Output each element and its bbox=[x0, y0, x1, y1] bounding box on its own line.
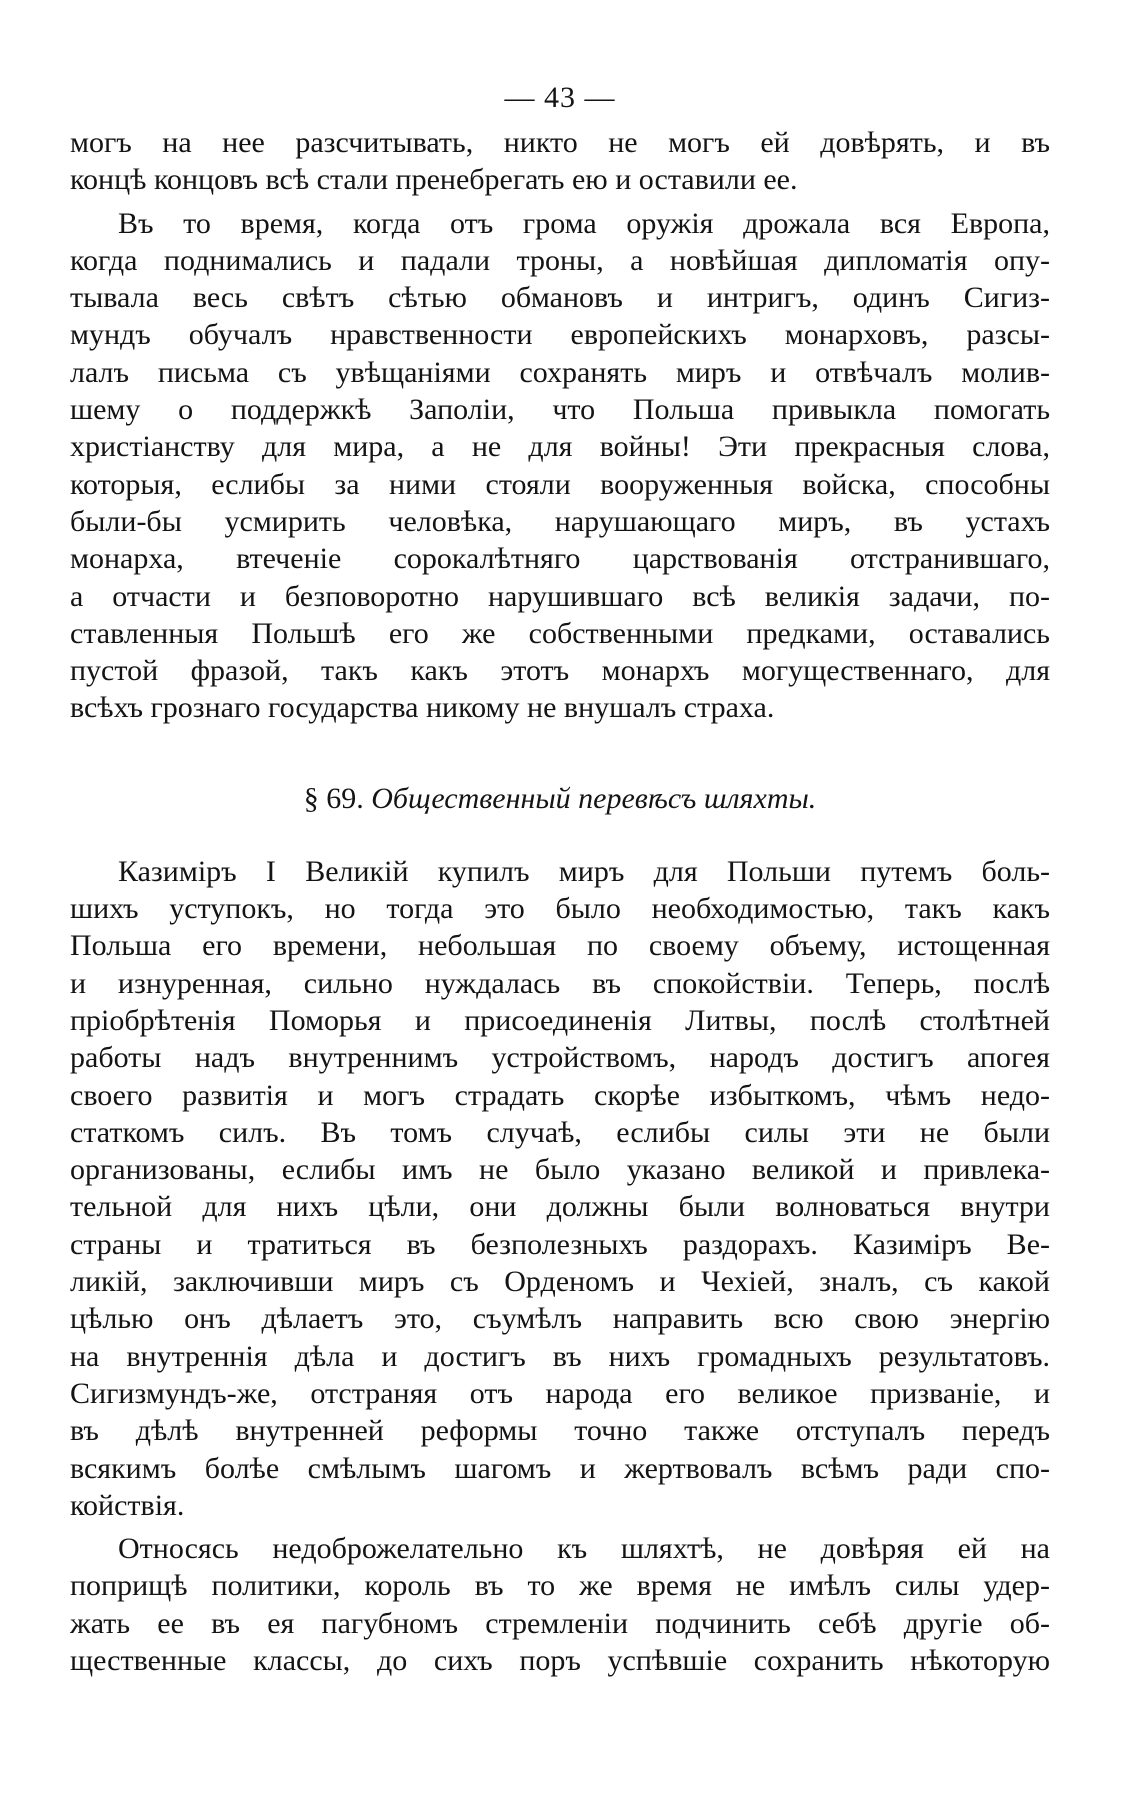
text-line: всякимъ болѣе смѣлымъ шагомъ и жертвовалъ всѣмъ ради спо- bbox=[70, 1451, 1050, 1485]
text-line: могъ на нее разсчитывать, никто не могъ ей довѣрять, и въ bbox=[70, 126, 1050, 159]
text-line: своего развитія и могъ страдать скорѣе избыткомъ, чѣмъ недо- bbox=[70, 1078, 1050, 1112]
book-page bbox=[70, 78, 1050, 1679]
text-line: койствія. bbox=[70, 1488, 185, 1522]
text-line: Относясь недоброжелательно къ шляхтѣ, не довѣряя ей на bbox=[118, 1532, 1050, 1566]
text-line: пріобрѣтенія Поморья и присоединенія Литвы, послѣ столѣтней bbox=[70, 1003, 1050, 1037]
text-line: тельной для нихъ цѣли, они должны были волноваться внутри bbox=[70, 1190, 1050, 1224]
text-line: ликій, заключивши миръ съ Орденомъ и Чехіей, зналъ, съ какой bbox=[70, 1265, 1050, 1299]
text-line: пустой фразой, такъ какъ этотъ монархъ могущественнаго, для bbox=[70, 654, 1050, 688]
text-line: когда поднимались и падали троны, а новѣйшая дипломатія опу- bbox=[70, 243, 1050, 277]
section-heading bbox=[70, 779, 1050, 819]
text-line: ставленныя Польшѣ его же собственными предками, оставались bbox=[70, 616, 1050, 650]
text-line: щественные классы, до сихъ поръ успѣвшіе сохранить нѣкоторую bbox=[70, 1643, 1050, 1677]
section-title: Общественный перевѣсъ шляхты. bbox=[371, 781, 817, 815]
text-line: въ дѣлѣ внутренней реформы точно также отступалъ передъ bbox=[70, 1414, 1050, 1448]
text-line: мундъ обучалъ нравственности европейскихъ монарховъ, разсы- bbox=[70, 318, 1050, 352]
text-line: организованы, еслибы имъ не было указано великой и привлека- bbox=[70, 1153, 1050, 1187]
text-line: цѣлью онъ дѣлаетъ это, съумѣлъ направить всю свою энергію bbox=[70, 1302, 1050, 1336]
paragraph bbox=[70, 205, 1050, 727]
paragraph bbox=[70, 1530, 1050, 1679]
text-line: христіанству для мира, а не для войны! Эти прекрасныя слова, bbox=[70, 430, 1050, 464]
text-block-top bbox=[70, 124, 1050, 727]
section-number: § 69. bbox=[303, 781, 364, 815]
paragraph bbox=[70, 853, 1050, 1524]
text-block-bottom bbox=[70, 853, 1050, 1680]
text-line: концѣ концовъ всѣ стали пренебрегать ею и оставили ее. bbox=[70, 163, 798, 197]
page-number: — 43 — bbox=[504, 81, 616, 114]
text-line: страны и тратиться въ безполезныхъ раздорахъ. Казиміръ Ве- bbox=[70, 1227, 1050, 1261]
text-line: Казиміръ I Великій купилъ миръ для Польши путемъ боль- bbox=[118, 854, 1050, 888]
text-line: на внутреннія дѣла и достигъ въ нихъ громадныхъ результатовъ. bbox=[70, 1339, 1050, 1373]
text-line: а отчасти и безповоротно нарушившаго всѣ великія задачи, по- bbox=[70, 579, 1050, 613]
text-line: Польша его времени, небольшая по своему объему, истощенная bbox=[70, 929, 1050, 963]
text-line: Въ то время, когда отъ грома оружія дрожала вся Европа, bbox=[118, 206, 1050, 240]
text-line: Сигизмундъ-же, отстраняя отъ народа его великое призваніе, и bbox=[70, 1376, 1050, 1410]
text-line: шихъ уступокъ, но тогда это было необходимостью, такъ какъ bbox=[70, 892, 1050, 926]
text-line: и изнуренная, сильно нуждалась въ спокойствіи. Теперь, послѣ bbox=[70, 966, 1050, 1000]
text-line: шему о поддержкѣ Заполіи, что Польша привыкла помогать bbox=[70, 393, 1050, 427]
text-line: тывала весь свѣтъ сѣтью обмановъ и интригъ, одинъ Сигиз- bbox=[70, 281, 1050, 315]
text-line: которыя, еслибы за ними стояли вооруженныя войска, способны bbox=[70, 467, 1050, 501]
text-line: жать ее въ ея пагубномъ стремленіи подчинить себѣ другіе об- bbox=[70, 1606, 1050, 1640]
text-line: поприщѣ политики, король въ то же время не имѣлъ силы удер- bbox=[70, 1569, 1050, 1603]
text-line: были-бы усмирить человѣка, нарушающаго миръ, въ устахъ bbox=[70, 504, 1050, 538]
text-line: монарха, втеченіе сорокалѣтняго царствованія отстранившаго, bbox=[70, 542, 1050, 576]
text-line: статкомъ силъ. Въ томъ случаѣ, еслибы силы эти не были bbox=[70, 1115, 1050, 1149]
text-line: всѣхъ грознаго государства никому не внушалъ страха. bbox=[70, 691, 775, 725]
paragraph bbox=[70, 124, 1050, 199]
text-line: лалъ письма съ увѣщаніями сохранять миръ и отвѣчалъ молив- bbox=[70, 355, 1050, 389]
text-line: работы надъ внутреннимъ устройствомъ, народъ достигъ апогея bbox=[70, 1041, 1050, 1075]
